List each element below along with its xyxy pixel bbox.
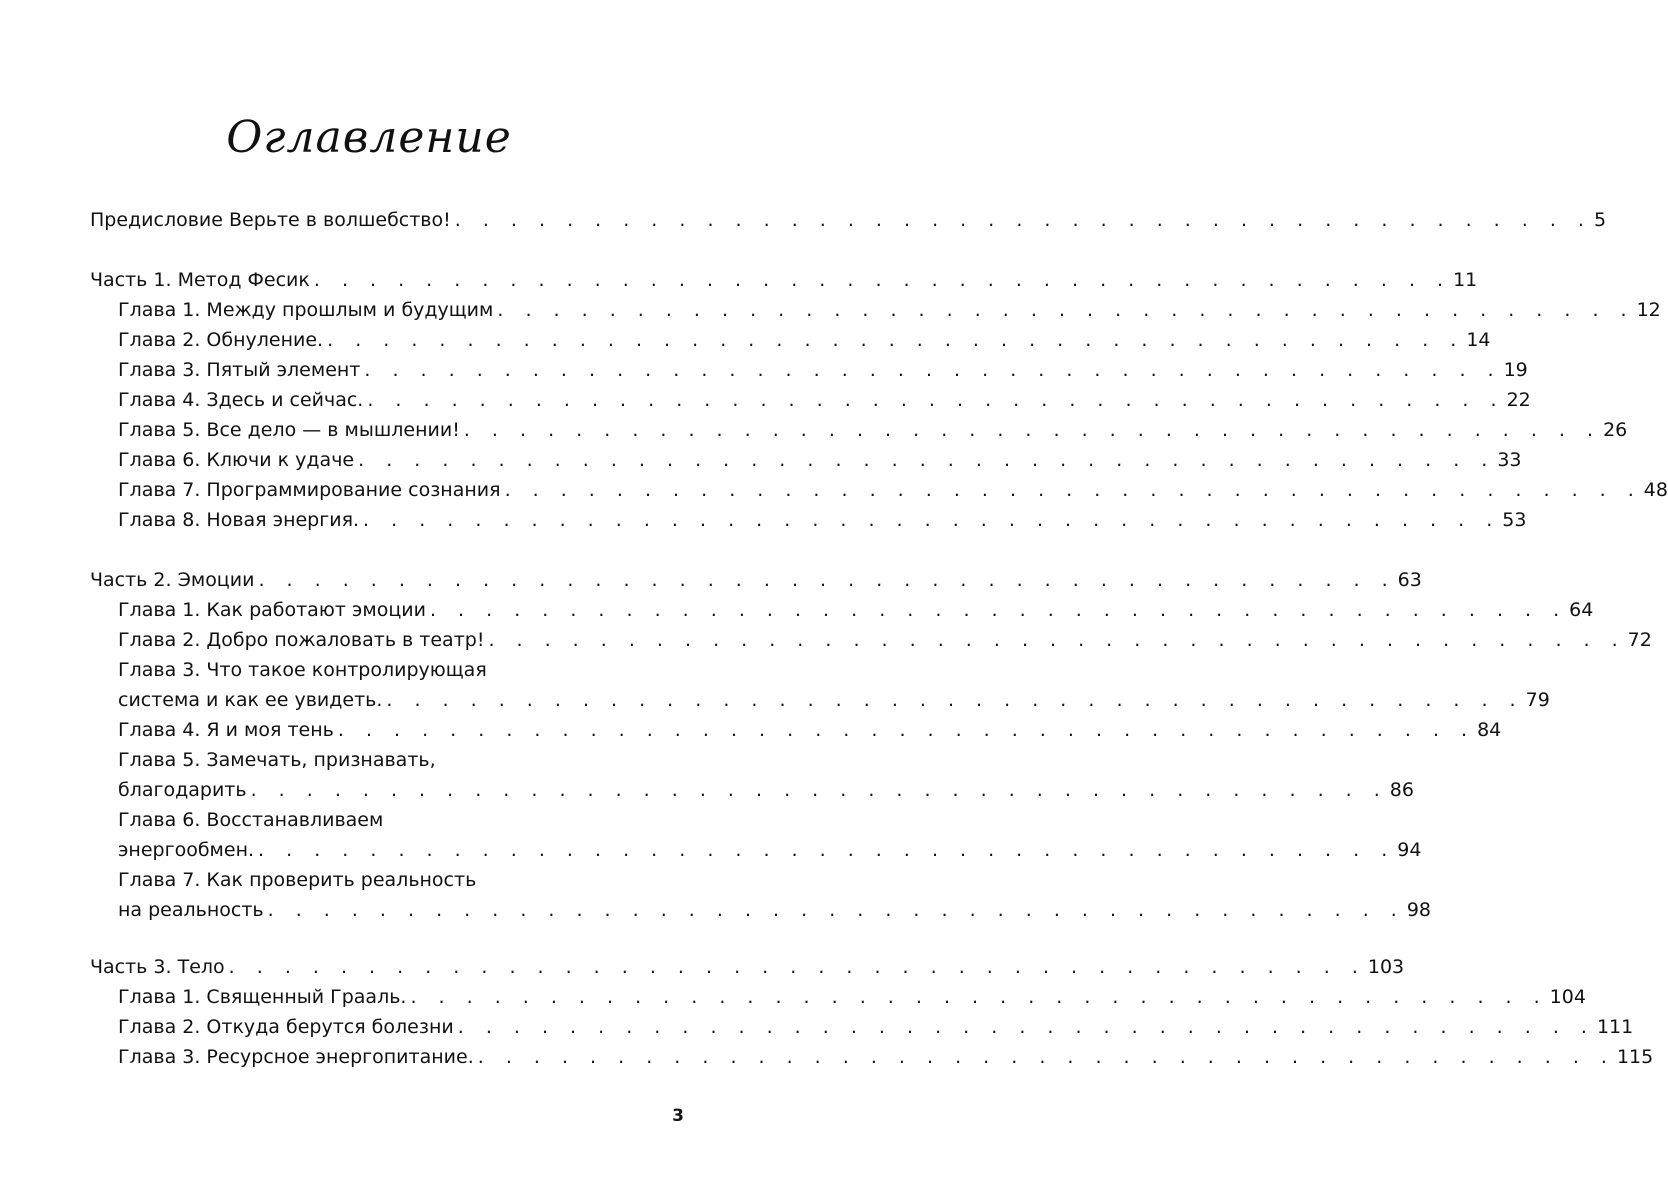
toc-entry-title: на реальность <box>118 899 264 921</box>
toc-dot-leader: . . . . . . . . . . . . . . . . . . . . . . . . . . . . . . . . . . . . . . . . . <box>463 419 1602 441</box>
toc-dot-leader: . . . . . . . . . . . . . . . . . . . . . . . . . . . . . . . . . . . . . . . . . <box>250 779 1388 801</box>
toc-dot-leader: . . . . . . . . . . . . . . . . . . . . . . . . . . . . . . . . . . . . . . . . . <box>457 1016 1595 1038</box>
toc-dot-leader: . . . . . . . . . . . . . . . . . . . . . . . . . . . . . . . . . . . . . . . . . <box>488 629 1626 651</box>
toc-entry-title: Глава 4. Здесь и сейчас. <box>118 389 364 411</box>
toc-entry <box>0 295 1661 325</box>
toc-entry <box>0 475 1668 505</box>
toc-entry-title: Глава 6. Ключи к удаче <box>118 449 355 471</box>
toc-entry <box>0 265 1478 295</box>
toc-entry-page: 79 <box>1525 689 1550 711</box>
toc-entry <box>0 805 738 835</box>
toc-entry-page: 98 <box>1406 899 1432 921</box>
toc-entry <box>0 982 1586 1012</box>
toc-dot-leader: . . . . . . . . . . . . . . . . . . . . . . . . . . . . . . . . . . . . . . . . . <box>267 899 1405 921</box>
toc-entry-page: 115 <box>1616 1046 1654 1068</box>
toc-dot-leader: . . . . . . . . . . . . . . . . . . . . . . . . . . . . . . . . . . . . . . . . . <box>258 569 1396 591</box>
toc-entry-page: 11 <box>1453 269 1478 291</box>
toc-entry <box>0 835 1422 865</box>
toc-entry <box>0 895 1432 925</box>
toc-entry-title: благодарить <box>118 779 247 801</box>
toc-entry-title: Глава 5. Все дело — в мышлении! <box>118 419 460 441</box>
toc-entry-page: 26 <box>1603 419 1628 441</box>
toc-entry <box>0 655 738 685</box>
toc-entry-title: Часть 2. Эмоции <box>90 569 255 591</box>
toc-dot-leader: . . . . . . . . . . . . . . . . . . . . . . . . . . . . . . . . . . . . . . . . . <box>327 329 1465 351</box>
toc-entry-title: Глава 8. Новая энергия. <box>118 509 360 531</box>
toc-entry-title: Глава 2. Откуда берутся болезни <box>118 1016 454 1038</box>
toc-entry <box>0 445 1522 475</box>
toc-entry-page: 94 <box>1397 839 1422 861</box>
toc-entry-page: 14 <box>1466 329 1491 351</box>
toc-entry <box>0 205 1607 235</box>
page-number: 3 <box>672 1106 684 1126</box>
toc-entry <box>0 775 1414 805</box>
toc-dot-leader: . . . . . . . . . . . . . . . . . . . . . . . . . . . . . . . . . . . . . . . . . <box>410 986 1548 1008</box>
toc-dot-leader: . . . . . . . . . . . . . . . . . . . . . . . . . . . . . . . . . . . . . . . . . <box>364 359 1502 381</box>
toc-entry-title: Глава 1. Как работают эмоции <box>118 599 426 621</box>
toc-entry-title: Глава 7. Как проверить реальность <box>118 869 477 891</box>
toc-entry-page: 104 <box>1549 986 1586 1008</box>
toc-entry-title: Глава 3. Что такое контролирующая <box>118 659 487 681</box>
toc-entry <box>0 355 1528 385</box>
toc-entry <box>0 325 1491 355</box>
toc-entry-title: энергообмен. <box>118 839 255 861</box>
toc-dot-leader: . . . . . . . . . . . . . . . . . . . . . . . . . . . . . . . . . . . . . . . . . <box>386 689 1524 711</box>
toc-entry <box>0 1012 1634 1042</box>
toc-entry <box>0 385 1531 415</box>
toc-entry <box>0 565 1422 595</box>
toc-entry-page: 53 <box>1502 509 1527 531</box>
toc-entry-title: Часть 1. Метод Фесик <box>90 269 310 291</box>
page-title: Оглавление <box>226 112 512 163</box>
toc-entry <box>0 745 738 775</box>
toc-entry <box>0 625 1652 655</box>
toc-entry-page: 5 <box>1593 209 1607 231</box>
toc-dot-leader: . . . . . . . . . . . . . . . . . . . . . . . . . . . . . . . . . . . . . . . . . <box>477 1046 1615 1068</box>
toc-entry-title: система и как ее увидеть. <box>118 689 383 711</box>
toc-entry-page: 19 <box>1503 359 1528 381</box>
toc-entry-page: 64 <box>1569 599 1594 621</box>
toc-dot-leader: . . . . . . . . . . . . . . . . . . . . . . . . . . . . . . . . . . . . . . . . . <box>429 599 1568 621</box>
toc-entry-title: Глава 7. Программирование сознания <box>118 479 501 501</box>
toc-entry-title: Глава 6. Восстанавливаем <box>118 809 384 831</box>
toc-dot-leader: . . . . . . . . . . . . . . . . . . . . . . . . . . . . . . . . . . . . . . . . . <box>363 509 1501 531</box>
toc-entry-title: Часть 3. Тело <box>90 956 225 978</box>
toc-dot-leader: . . . . . . . . . . . . . . . . . . . . . . . . . . . . . . . . . . . . . . . . . <box>337 719 1476 741</box>
toc-dot-leader: . . . . . . . . . . . . . . . . . . . . . . . . . . . . . . . . . . . . . . . . . <box>454 209 1592 231</box>
toc-entry <box>0 505 1527 535</box>
toc-dot-leader: . . . . . . . . . . . . . . . . . . . . . . . . . . . . . . . . . . . . . . . . . <box>504 479 1642 501</box>
toc-entry-page: 48 <box>1643 479 1668 501</box>
toc-entry-page: 12 <box>1636 299 1661 321</box>
toc-dot-leader: . . . . . . . . . . . . . . . . . . . . . . . . . . . . . . . . . . . . . . . . . <box>367 389 1505 411</box>
toc-entry-title: Глава 2. Обнуление. <box>118 329 324 351</box>
toc-entry-page: 33 <box>1497 449 1522 471</box>
toc-entry <box>0 865 738 895</box>
toc-entry <box>0 1042 1654 1072</box>
toc-dot-leader: . . . . . . . . . . . . . . . . . . . . . . . . . . . . . . . . . . . . . . . . . <box>228 956 1366 978</box>
toc-entry <box>0 685 1550 715</box>
toc-entry-page: 22 <box>1506 389 1531 411</box>
toc-entry-page: 103 <box>1367 956 1405 978</box>
toc-entry-page: 72 <box>1627 629 1652 651</box>
toc-dot-leader: . . . . . . . . . . . . . . . . . . . . . . . . . . . . . . . . . . . . . . . . . <box>258 839 1396 861</box>
toc-entry <box>0 595 1594 625</box>
toc-entry-title: Глава 1. Между прошлым и будущим <box>118 299 494 321</box>
toc-entry <box>0 952 1405 982</box>
toc-entry-title: Глава 4. Я и моя тень <box>118 719 334 741</box>
toc-dot-leader: . . . . . . . . . . . . . . . . . . . . . . . . . . . . . . . . . . . . . . . . . <box>358 449 1496 471</box>
toc-entry-page: 84 <box>1477 719 1502 741</box>
toc-entry <box>0 715 1502 745</box>
toc-entry-page: 86 <box>1389 779 1414 801</box>
toc-entry-title: Предисловие Верьте в волшебство! <box>90 209 451 231</box>
toc-entry-title: Глава 5. Замечать, признавать, <box>118 749 436 771</box>
toc-entry-title: Глава 3. Ресурсное энергопитание. <box>118 1046 474 1068</box>
toc-dot-leader: . . . . . . . . . . . . . . . . . . . . . . . . . . . . . . . . . . . . . . . . . <box>313 269 1452 291</box>
toc-entry-title: Глава 2. Добро пожаловать в театр! <box>118 629 485 651</box>
toc-entry-title: Глава 1. Священный Грааль. <box>118 986 407 1008</box>
toc-entry-title: Глава 3. Пятый элемент <box>118 359 361 381</box>
toc-entry-page: 111 <box>1596 1016 1634 1038</box>
toc-entry-page: 63 <box>1397 569 1422 591</box>
toc-dot-leader: . . . . . . . . . . . . . . . . . . . . . . . . . . . . . . . . . . . . . . . . . <box>497 299 1635 321</box>
toc-entry <box>0 415 1628 445</box>
